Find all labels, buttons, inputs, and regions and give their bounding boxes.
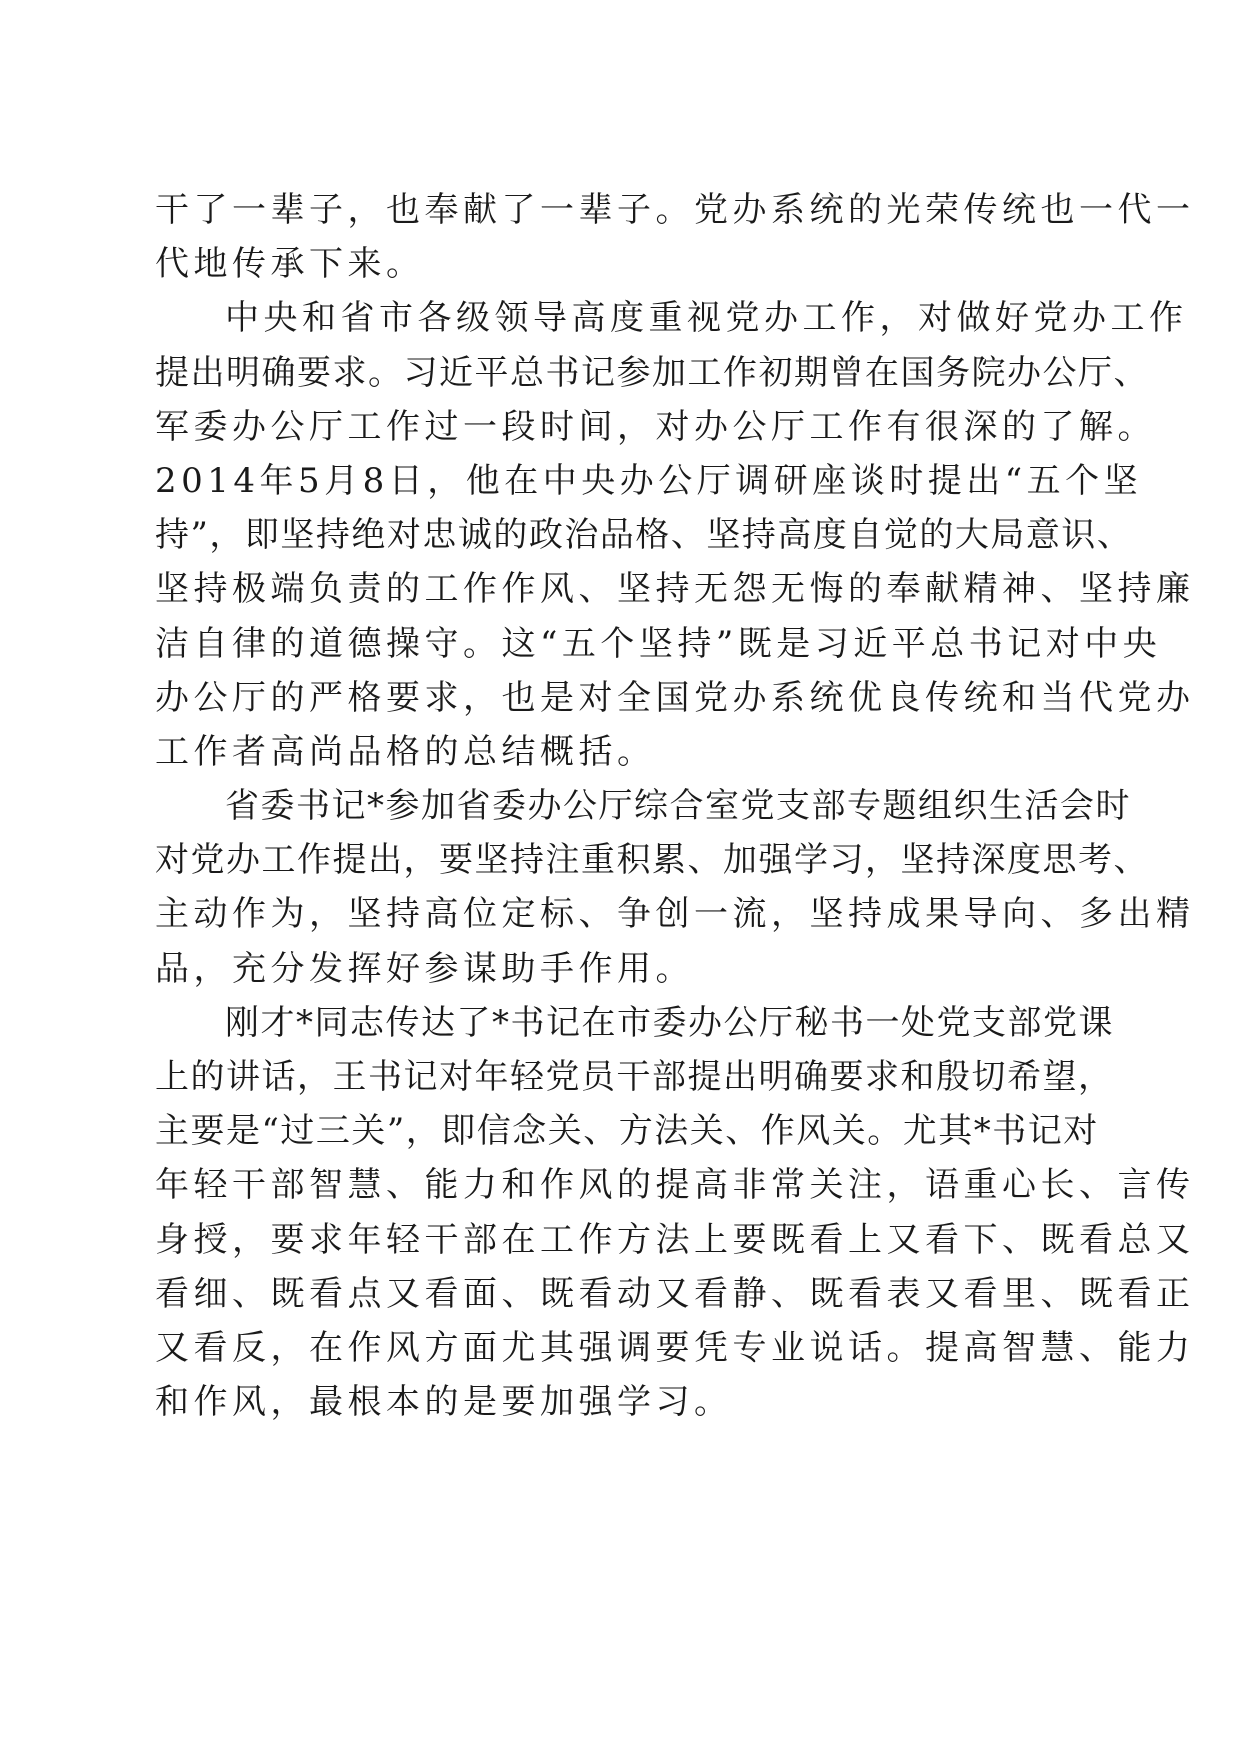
text-line: 2014年5月8日，他在中央办公厅调研座谈时提出“五个坚	[155, 460, 1143, 501]
text-line: 坚持极端负责的工作作风、坚持无怨无悔的奉献精神、坚持廉	[155, 569, 1195, 610]
text-line: 品，充分发挥好参谋助手作用。	[155, 948, 694, 989]
text-line: 代地传承下来。	[155, 244, 425, 285]
text-line: 身授，要求年轻干部在工作方法上要既看上又看下、既看总又	[155, 1219, 1195, 1260]
text-line: 持”，即坚持绝对忠诚的政治品格、坚持高度自觉的大局意识、	[155, 515, 1133, 556]
paragraph-start-line: 刚才*同志传达了*书记在市委办公厅秘书一处党支部党课	[225, 1002, 1114, 1043]
text-line: 办公厅的严格要求，也是对全国党办系统优良传统和当代党办	[155, 677, 1195, 718]
text-line: 上的讲话，王书记对年轻党员干部提出明确要求和殷切希望，	[155, 1057, 1114, 1097]
text-line: 又看反，在作风方面尤其强调要凭专业说话。提高智慧、能力	[155, 1327, 1195, 1368]
text-line: 工作者高尚品格的总结概括。	[155, 731, 656, 772]
text-line: 主要是“过三关”，即信念关、方法关、作风关。尤其*书记对	[155, 1111, 1099, 1152]
body-text	[155, 183, 1195, 1429]
text-line: 年轻干部智慧、能力和作风的提高非常关注，语重心长、言传	[155, 1165, 1195, 1206]
text-line: 和作风，最根本的是要加强学习。	[155, 1382, 733, 1423]
text-line: 看细、既看点又看面、既看动又看静、既看表又看里、既看正	[155, 1273, 1195, 1314]
paragraph-start-line: 中央和省市各级领导高度重视党办工作，对做好党办工作	[225, 298, 1188, 339]
text-line: 干了一辈子，也奉献了一辈子。党办系统的光荣传统也一代一	[155, 190, 1195, 230]
text-line: 军委办公厅工作过一段时间，对办公厅工作有很深的了解。	[155, 406, 1156, 447]
text-line: 主动作为，坚持高位定标、争创一流，坚持成果导向、多出精	[155, 894, 1195, 935]
text-line: 洁自律的道德操守。这“五个坚持”既是习近平总书记对中央	[155, 623, 1162, 664]
text-line: 对党办工作提出，要坚持注重积累、加强学习，坚持深度思考、	[155, 840, 1149, 881]
text-line: 提出明确要求。习近平总书记参加工作初期曾在国务院办公厅、	[155, 352, 1149, 393]
paragraph-start-line: 省委书记*参加省委办公厅综合室党支部专题组织生活会时	[225, 786, 1131, 827]
